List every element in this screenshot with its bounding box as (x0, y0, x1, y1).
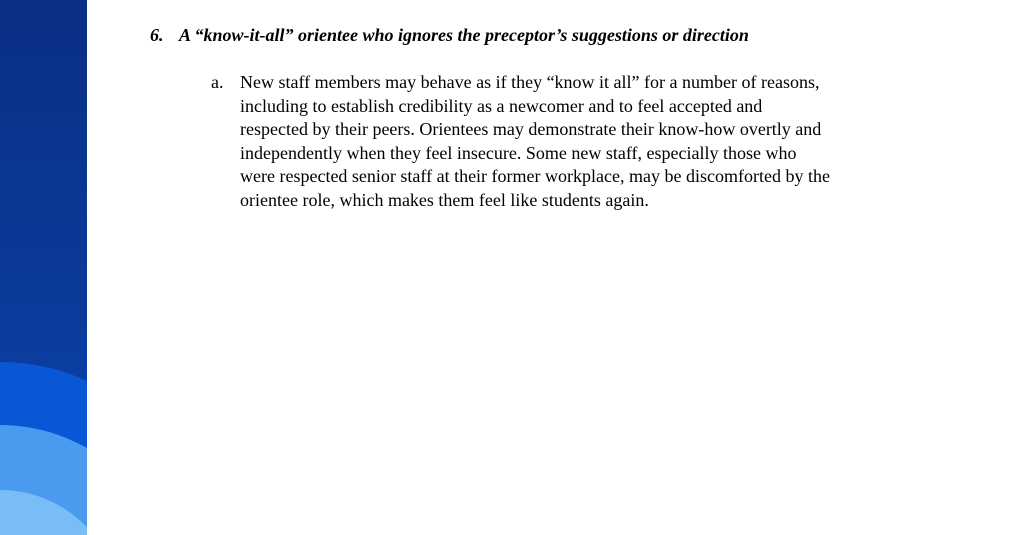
section-heading (150, 24, 1010, 47)
paragraph-line: were respected senior staff at their former workplace, may be discomforted by the (240, 166, 830, 187)
paragraph-line: respected by their peers. Orientees may demonstrate their know-how overtly and (240, 119, 822, 140)
paragraph-line: including to establish credibility as a newcomer and to feel accepted and (240, 95, 763, 116)
paragraph-line: independently when they feel insecure. Some new staff, especially those who (240, 142, 797, 163)
paragraph-line: orientee role, which makes them feel like students again. (240, 189, 649, 210)
heading-number: 6. (150, 25, 164, 45)
list-item-marker: a. (211, 72, 224, 92)
paragraph-line: New staff members may behave as if they “know it all” for a number of reasons, (240, 72, 820, 92)
decorative-side-panel (0, 0, 87, 535)
heading-title: A “know-it-all” orientee who ignores the preceptor’s suggestions or direction (179, 25, 749, 45)
list-item-text (240, 71, 910, 213)
